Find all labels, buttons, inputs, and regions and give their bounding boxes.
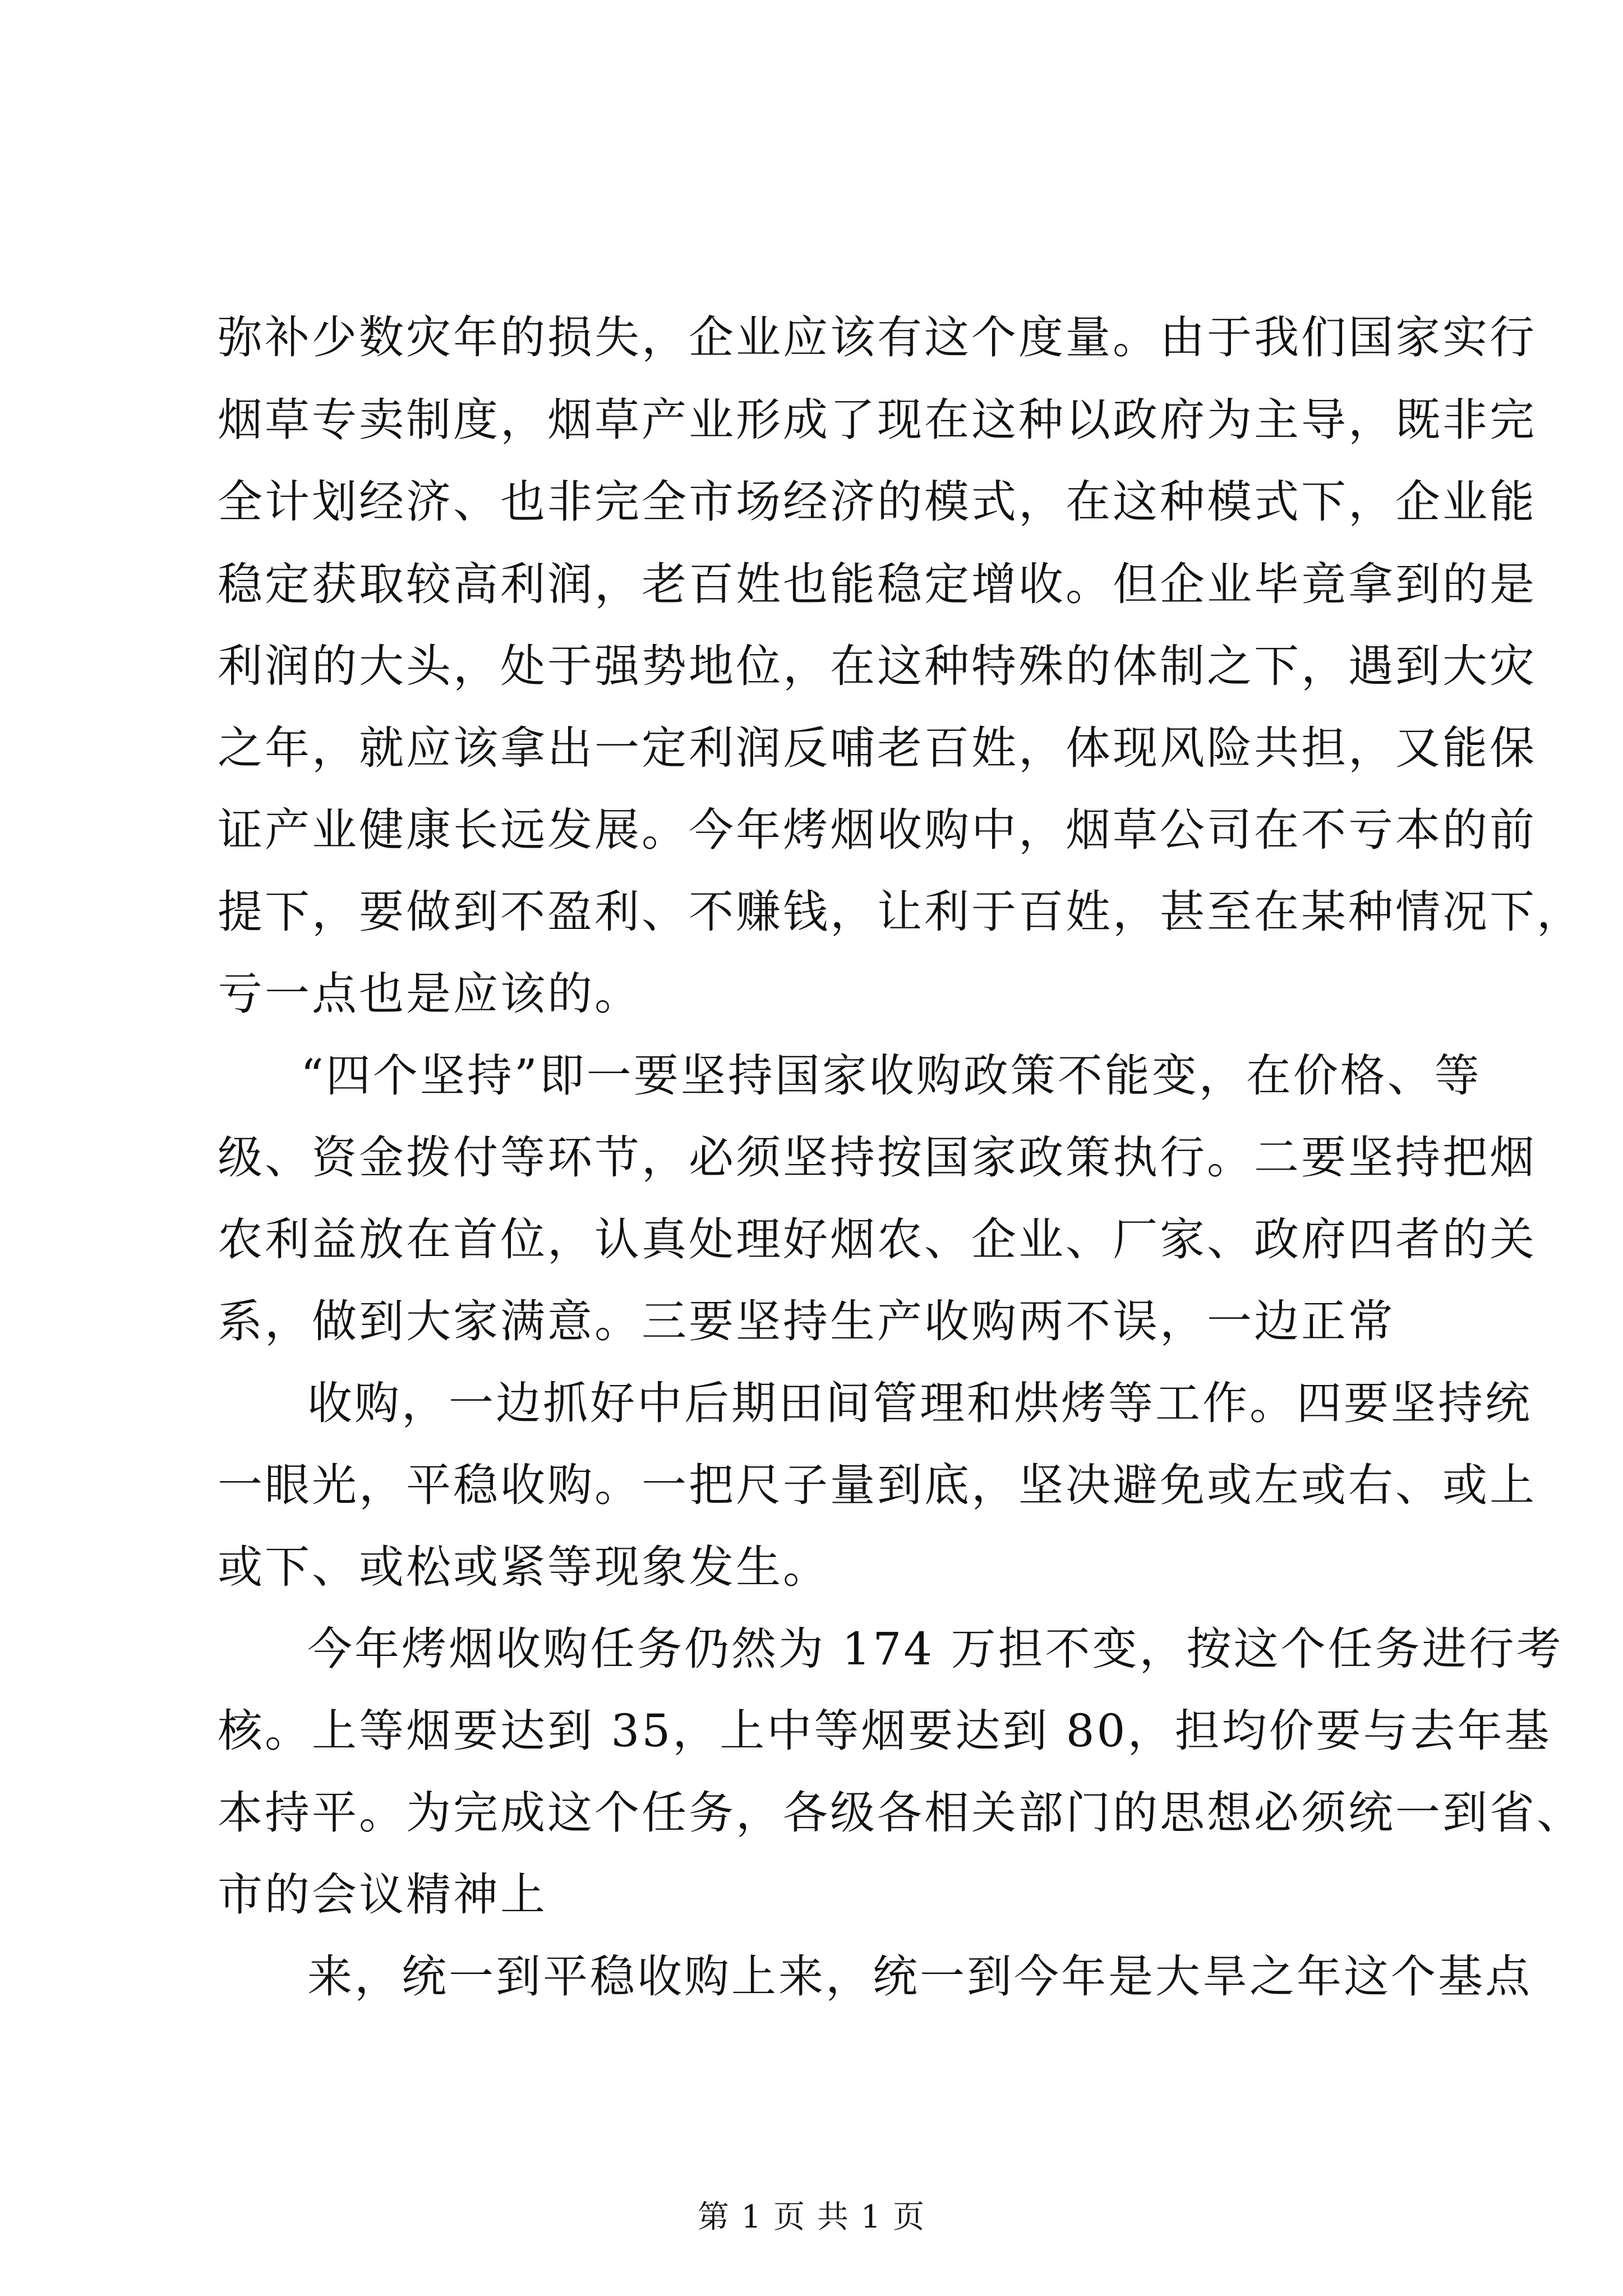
text-line: 系，做到大家满意。三要坚持生产收购两不误，一边正常 [218,1295,1395,1347]
text-line: 收购，一边抓好中后期田间管理和烘烤等工作。四要坚持统 [307,1377,1532,1429]
text-line: 市的会议精神上 [218,1869,547,1921]
text-line: 本持平。为完成这个任务，各级各相关部门的思想必须统一到省、 [218,1787,1584,1839]
text-line: 或下、或松或紧等现象发生。 [218,1541,830,1593]
text-line: 农利益放在首位，认真处理好烟农、企业、厂家、政府四者的关 [218,1213,1537,1266]
text-line: 亏一点也是应该的。 [218,968,642,1020]
text-line: 来，统一到平稳收购上来，统一到今年是大旱之年这个基点 [307,1950,1532,2003]
text-line: 之年，就应该拿出一定利润反哺老百姓，体现风险共担，又能保 [218,722,1537,774]
text-line: 证产业健康长远发展。今年烤烟收购中，烟草公司在不亏本的前 [218,804,1537,856]
text-line: “四个坚持”即一要坚持国家收购政策不能变，在价格、等 [301,1050,1482,1102]
text-line: 全计划经济、也非完全市场经济的模式，在这种模式下，企业能 [218,476,1537,528]
text-line: 一眼光，平稳收购。一把尺子量到底，坚决避免或左或右、或上 [218,1459,1537,1511]
text-line: 提下，要做到不盈利、不赚钱，让利于百姓，甚至在某种情况下， [218,886,1584,938]
page-number-footer: 第 1 页 共 1 页 [697,2199,926,2235]
text-line: 级、资金拨付等环节，必须坚持按国家政策执行。二要坚持把烟 [218,1131,1537,1184]
text-line: 核。上等烟要达到 35，上中等烟要达到 80，担均价要与去年基 [218,1705,1552,1757]
text-line: 利润的大头，处于强势地位，在这种特殊的体制之下，遇到大灾 [218,640,1537,692]
text-line: 烟草专卖制度，烟草产业形成了现在这种以政府为主导，既非完 [218,394,1537,446]
text-line: 今年烤烟收购任务仍然为 174 万担不变，按这个任务进行考 [307,1623,1564,1675]
text-line: 弥补少数灾年的损失，企业应该有这个度量。由于我们国家实行 [218,311,1537,364]
text-line: 稳定获取较高利润，老百姓也能稳定增收。但企业毕竟拿到的是 [218,558,1537,610]
